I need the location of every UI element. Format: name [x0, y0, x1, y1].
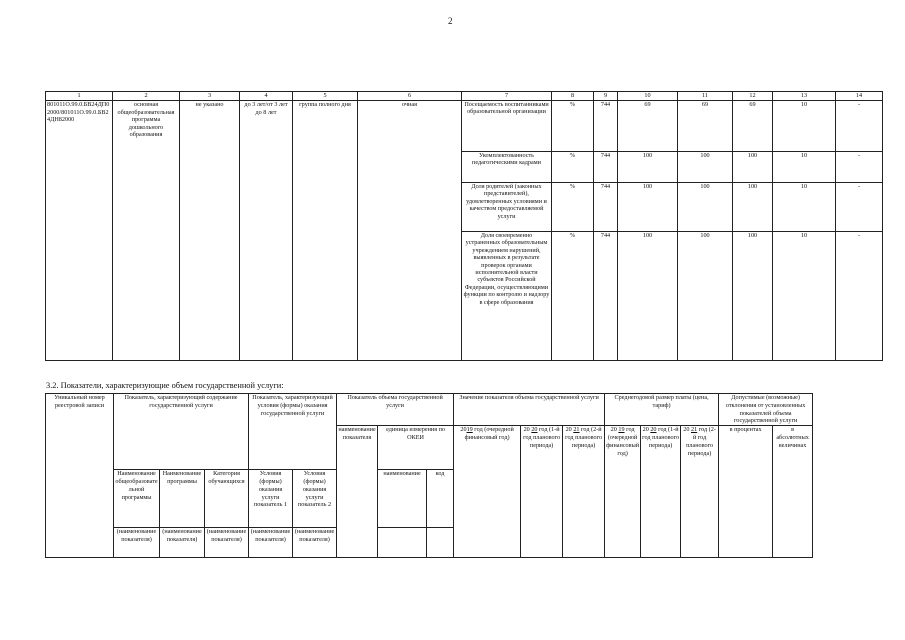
price-year-2-header: 20 20 год (1-й год планового периода) [641, 426, 681, 558]
condition-2-header: Условия (формы) оказания услуги показатель 2 [293, 470, 337, 528]
col-number: 8 [552, 92, 594, 101]
col-number: 9 [594, 92, 618, 101]
program-header: Наименование программы [160, 470, 205, 528]
col-number: 6 [358, 92, 462, 101]
value-1: 69 [618, 101, 678, 152]
deviation-percent: 10 [773, 152, 836, 183]
value-1: 100 [618, 183, 678, 232]
col-number: 4 [240, 92, 293, 101]
indicator-placeholder: (наименование показателя) [293, 528, 337, 558]
header-row-1 [46, 394, 813, 426]
unique-number-header: Уникальный номер реестровой записи [46, 394, 114, 558]
program-name: основная общеобразовательная программа дошкольного образования [113, 101, 180, 361]
year-1-header: 2019 год (очередной финансовый год) [454, 426, 521, 558]
indicator-placeholder: (наименование показателя) [249, 528, 293, 558]
registry-code: 801011О.99.0.БВ24ДП02000/801011О.99.0.БВ24ДН82000 [46, 101, 113, 361]
indicator-name: Доля своевременно устраненных образовательным учреждением нарушений, выявленных в результате проверок органами исполнительной власти субъектов Российской Федерации, осуществляющими функции по контролю и надзору в сфере образования [462, 232, 552, 361]
group-type: группа полного дня [293, 101, 358, 361]
program-name-header: Наименование общеобразовательной программы [114, 470, 160, 528]
col-number: 7 [462, 92, 552, 101]
value-3: 69 [733, 101, 773, 152]
value-1: 100 [618, 152, 678, 183]
unit: % [552, 183, 594, 232]
indicator-name: Доля родителей (законных представителей), удовлетворенных условиями и качеством предоставляемой услуги [462, 183, 552, 232]
deviation-absolute: - [836, 101, 883, 152]
price-header: Среднегодовой размер платы (цена, тариф) [605, 394, 719, 426]
col-number: 1 [46, 92, 113, 101]
col-number: 10 [618, 92, 678, 101]
deviation-header: Допустимые (возможные) отклонения от установленных показателей объема государственной услуги [719, 394, 813, 426]
conditions-indicator-header: Показатель, характеризующий условия (формы) оказания государственной услуги [249, 394, 337, 470]
student-category-header: Категория обучающихся [205, 470, 249, 528]
year-2-header: 20 20 год (1-й год планового периода) [521, 426, 563, 558]
section-title: 3.2. Показатели, характеризующие объем государственной услуги: [46, 381, 284, 390]
col-number: 12 [733, 92, 773, 101]
volume-indicators-table [45, 393, 813, 558]
volume-indicator-header: Показатель объема государственной услуги [337, 394, 454, 426]
year-3-header: 20 21 год (2-й год планового периода) [563, 426, 605, 558]
indicator-placeholder: (наименование показателя) [160, 528, 205, 558]
indicator-name: Укомплектованность педагогическими кадрами [462, 152, 552, 183]
unit: % [552, 152, 594, 183]
col-number: 11 [678, 92, 733, 101]
price-year-3-header: 20 21 год (2-й год планового периода) [681, 426, 719, 558]
okei-code: 744 [594, 101, 618, 152]
value-2: 100 [678, 152, 733, 183]
percent-header: в процентах [719, 426, 773, 558]
unit-header: единица измерения по ОКЕИ [378, 426, 454, 470]
deviation-absolute: - [836, 152, 883, 183]
program-type: не указано [180, 101, 240, 361]
indicator-placeholder: (наименование показателя) [114, 528, 160, 558]
indicator-name: Посещаемость воспитанниками образовательной организации [462, 101, 552, 152]
value-3: 100 [733, 232, 773, 361]
empty-cell [427, 528, 454, 558]
value-1: 100 [618, 232, 678, 361]
age-category: до 3 лет/от 3 лет до 8 лет [240, 101, 293, 361]
absolute-header: в абсолютных величинах [773, 426, 813, 558]
unit: % [552, 101, 594, 152]
unit-name-header: наименование [378, 470, 427, 528]
education-form: очная [358, 101, 462, 361]
value-2: 100 [678, 232, 733, 361]
quality-indicators-table [45, 91, 883, 361]
deviation-percent: 10 [773, 232, 836, 361]
okei-code: 744 [594, 183, 618, 232]
value-2: 69 [678, 101, 733, 152]
value-3: 100 [733, 183, 773, 232]
col-number: 2 [113, 92, 180, 101]
unit-code-header: код [427, 470, 454, 528]
page-number: 2 [448, 16, 453, 26]
price-year-1-header: 20 19 год (очередной финансовый год) [605, 426, 641, 558]
table-row [46, 101, 883, 152]
deviation-absolute: - [836, 232, 883, 361]
unit: % [552, 232, 594, 361]
deviation-absolute: - [836, 183, 883, 232]
indicator-name-header: наименование показателя [337, 426, 378, 558]
condition-1-header: Условия (формы) оказания услуги показатель 1 [249, 470, 293, 528]
col-number: 5 [293, 92, 358, 101]
okei-code: 744 [594, 152, 618, 183]
indicator-placeholder: (наименование показателя) [205, 528, 249, 558]
content-indicator-header: Показатель, характеризующий содержание государственной услуги [114, 394, 249, 470]
deviation-percent: 10 [773, 101, 836, 152]
deviation-percent: 10 [773, 183, 836, 232]
column-numbers-row [46, 92, 883, 101]
value-2: 100 [678, 183, 733, 232]
empty-cell [378, 528, 427, 558]
value-3: 100 [733, 152, 773, 183]
col-number: 3 [180, 92, 240, 101]
col-number: 13 [773, 92, 836, 101]
col-number: 14 [836, 92, 883, 101]
volume-value-header: Значение показателя объема государственной услуги [454, 394, 605, 426]
okei-code: 744 [594, 232, 618, 361]
